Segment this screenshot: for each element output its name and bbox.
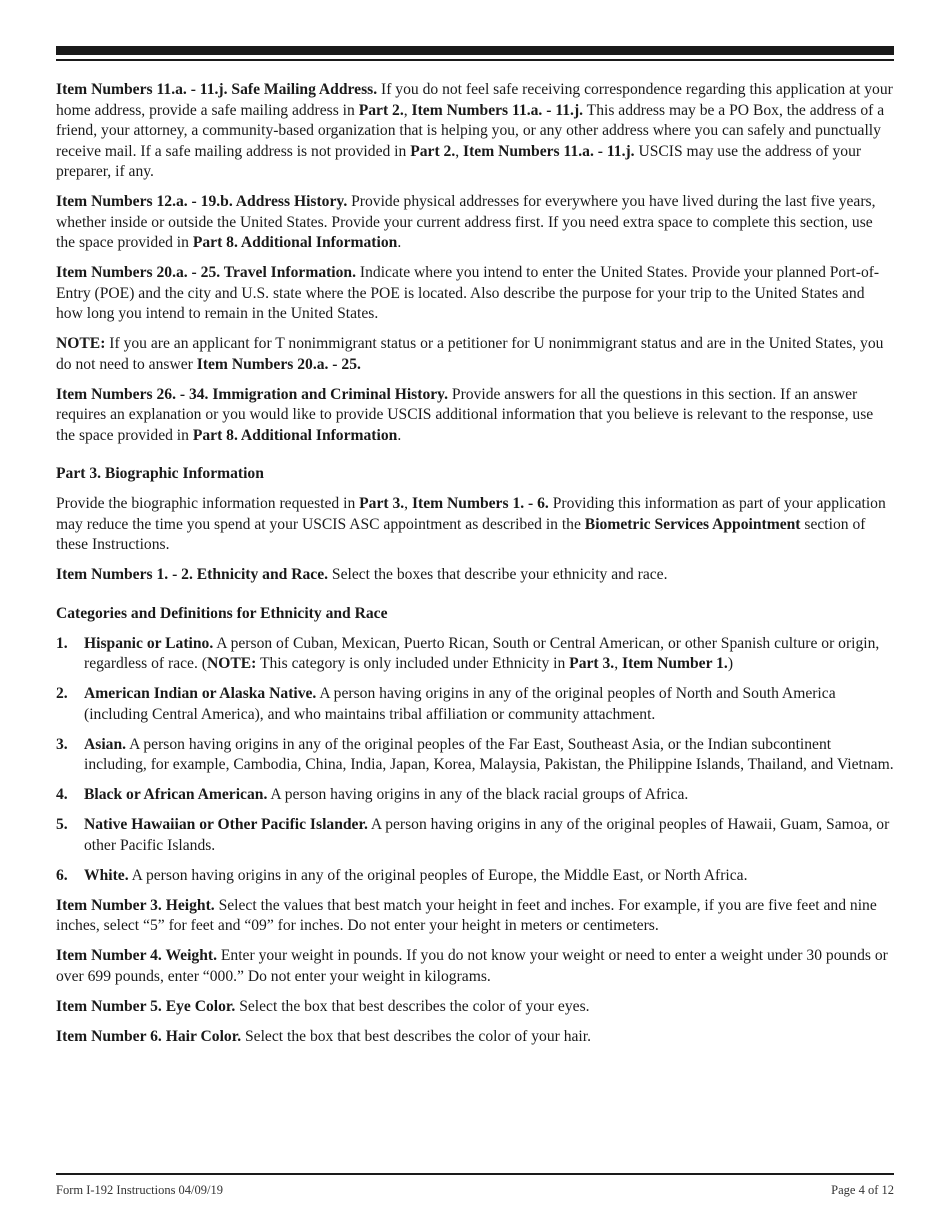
paragraph-lead: Item Numbers 11.a. - 11.j. Safe Mailing Address. [56, 81, 378, 98]
safe-mailing-address-paragraph: Item Numbers 11.a. - 11.j. Safe Mailing Address. If you do not feel safe receiving correspondence regarding this application at your home address, provide a safe mailing address in Part 2., Item Numbers 11.a. - 11.j. This address may be a PO Box, the address of a friend, your attorney, a community-based organization that is helping you, or any other address where you can safely and punctually receive mail. If a safe mailing address is not provided in Part 2., Item Numbers 11.a. - 11.j. USCIS may use the address of your preparer, if any. [56, 81, 893, 180]
hair-color-paragraph: Item Number 6. Hair Color. Select the box that best describes the color of your hair. [56, 1027, 591, 1045]
ethnicity-race-definitions-list [56, 634, 894, 887]
paragraph-lead: NOTE: [56, 335, 106, 352]
paragraph-lead: Item Number 6. Hair Color. [56, 1027, 242, 1045]
categories-heading: Categories and Definitions for Ethnicity and Race [56, 604, 388, 622]
header-thick-rule [56, 46, 894, 55]
height-paragraph: Item Number 3. Height. Select the values that best match your height in feet and inches. For example, if you are five feet and nine inches, select “5” for feet and “09” for inches. Do not enter your height in meters or centimeters. [56, 896, 877, 934]
paragraph-lead: Item Numbers 12.a. - 19.b. Address History. [56, 193, 348, 210]
note-paragraph: NOTE: If you are an applicant for T nonimmigrant status or a petitioner for U nonimmigrant status and are in the United States, you do not need to answer Item Numbers 20.a. - 25. [56, 335, 884, 373]
eye-color-paragraph: Item Number 5. Eye Color. Select the box that best describes the color of your eyes. [56, 997, 590, 1015]
page-number: Page 4 of 12 [831, 1183, 894, 1197]
paragraph-lead: Item Number 4. Weight. [56, 947, 217, 964]
address-history-paragraph: Item Numbers 12.a. - 19.b. Address History. Provide physical addresses for everywhere you have lived during the last five years, whether inside or outside the United States. Provide your current address first. If you need extra space to complete this section, use the space provided in Part 8. Additional Information. [56, 193, 876, 251]
instructions-body [56, 80, 894, 1057]
paragraph-lead: Item Number 3. Height. [56, 896, 215, 914]
list-item: 1. Hispanic or Latino. A person of Cuban, Mexican, Puerto Rican, South or Central American, or other Spanish culture or origin, regardless of race. (NOTE: This category is only included under Ethnicity in Part 3., Item Number 1.) [56, 634, 880, 672]
ethnicity-race-paragraph: Item Numbers 1. - 2. Ethnicity and Race. Select the boxes that describe your ethnicity and race. [56, 566, 668, 583]
paragraph-lead: Item Numbers 1. - 2. Ethnicity and Race. [56, 566, 329, 583]
paragraph-lead: Item Number 5. Eye Color. [56, 997, 236, 1015]
list-item: 2. American Indian or Alaska Native. A person having origins in any of the original peoples of North and South America (including Central America), and who maintains tribal affiliation or community attachment. [56, 685, 836, 723]
list-item: 4. Black or African American. A person having origins in any of the black racial groups of Africa. [56, 786, 689, 803]
list-item: 6. White. A person having origins in any of the original peoples of Europe, the Middle East, or North Africa. [56, 866, 748, 884]
footer-rule [56, 1173, 894, 1175]
list-item: 3. Asian. A person having origins in any of the original peoples of the Far East, Southeast Asia, or the Indian subcontinent including, for example, Cambodia, China, India, Japan, Korea, Malaysia, Pakistan, the Philippine Islands, Thailand, and Vietnam. [56, 735, 894, 773]
travel-information-paragraph: Item Numbers 20.a. - 25. Travel Information. Indicate where you intend to enter the United States. Provide your planned Port-of-Entry (POE) and the city and U.S. state where the POE is located. Also describe the purpose for your trip to the United States and how long you intend to remain in the United States. [56, 264, 880, 322]
weight-paragraph: Item Number 4. Weight. Enter your weight in pounds. If you do not know your weight or need to enter a weight under 30 pounds or over 699 pounds, enter “000.” Do not enter your weight in kilograms. [56, 947, 888, 985]
paragraph-lead: Item Numbers 20.a. - 25. Travel Information. [56, 264, 357, 281]
header-thin-rule [56, 59, 894, 61]
list-item: 5. Native Hawaiian or Other Pacific Islander. A person having origins in any of the original peoples of Hawaii, Guam, Samoa, or other Pacific Islands. [56, 816, 890, 854]
immigration-criminal-history-paragraph: Item Numbers 26. - 34. Immigration and Criminal History. Provide answers for all the questions in this section. If an answer requires an explanation or you would like to provide USCIS additional information that you believe is relevant to the response, use the space provided in Part 8. Additional Information. [56, 385, 874, 444]
part-3-heading: Part 3. Biographic Information [56, 465, 264, 482]
form-label: Form I-192 Instructions 04/09/19 [56, 1183, 224, 1197]
paragraph-lead: Item Numbers 26. - 34. Immigration and Criminal History. [56, 385, 448, 403]
biographic-intro-paragraph: Provide the biographic information requested in Part 3., Item Numbers 1. - 6. Providing this information as part of your application may reduce the time you spend at your USCIS ASC appointment as described in the Biometric Services Appointment section of these Instructions. [56, 495, 886, 553]
